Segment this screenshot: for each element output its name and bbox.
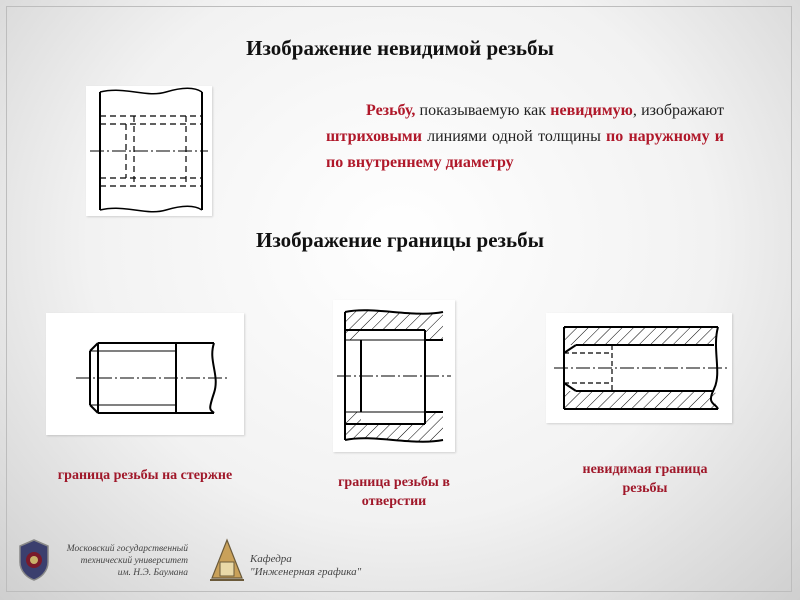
figure-thread-boundary-rod — [46, 313, 244, 435]
para-seg6: линиями одной толщины — [421, 128, 607, 145]
title-invisible-thread: Изображение невидимой резьбы — [246, 36, 554, 60]
figure-thread-boundary-hole — [333, 300, 455, 452]
university-line2: технический университет — [80, 556, 188, 566]
para-seg5: штриховыми — [326, 128, 422, 145]
para-seg1: Резьбу, — [366, 102, 416, 119]
caption-hole: граница резьбы в отверстии — [338, 475, 450, 509]
caption-rod: граница резьбы на стержне — [57, 468, 233, 483]
figure-invisible-thread — [86, 86, 212, 216]
para-seg4: , изображают — [632, 102, 724, 119]
department-line2: "Инженерная графика" — [250, 566, 362, 578]
para-seg3: невидимую — [550, 102, 633, 119]
para-seg2: показываемую как — [415, 102, 551, 119]
para-seg7: по наружному и по внутреннему диаметру — [326, 128, 724, 171]
figure-invisible-thread-boundary — [546, 313, 732, 423]
description-paragraph — [326, 98, 724, 176]
department-logo — [208, 538, 246, 584]
department-line1: Кафедра — [250, 553, 292, 565]
university-name — [58, 543, 188, 579]
university-line3: им. Н.Э. Баумана — [117, 568, 188, 578]
title-thread-boundary: Изображение границы резьбы — [256, 228, 544, 252]
caption-invisible: невидимая граница резьбы — [582, 462, 708, 496]
university-line1: Московский государственный — [66, 544, 188, 554]
department-name — [250, 553, 361, 579]
university-logo — [16, 538, 52, 582]
